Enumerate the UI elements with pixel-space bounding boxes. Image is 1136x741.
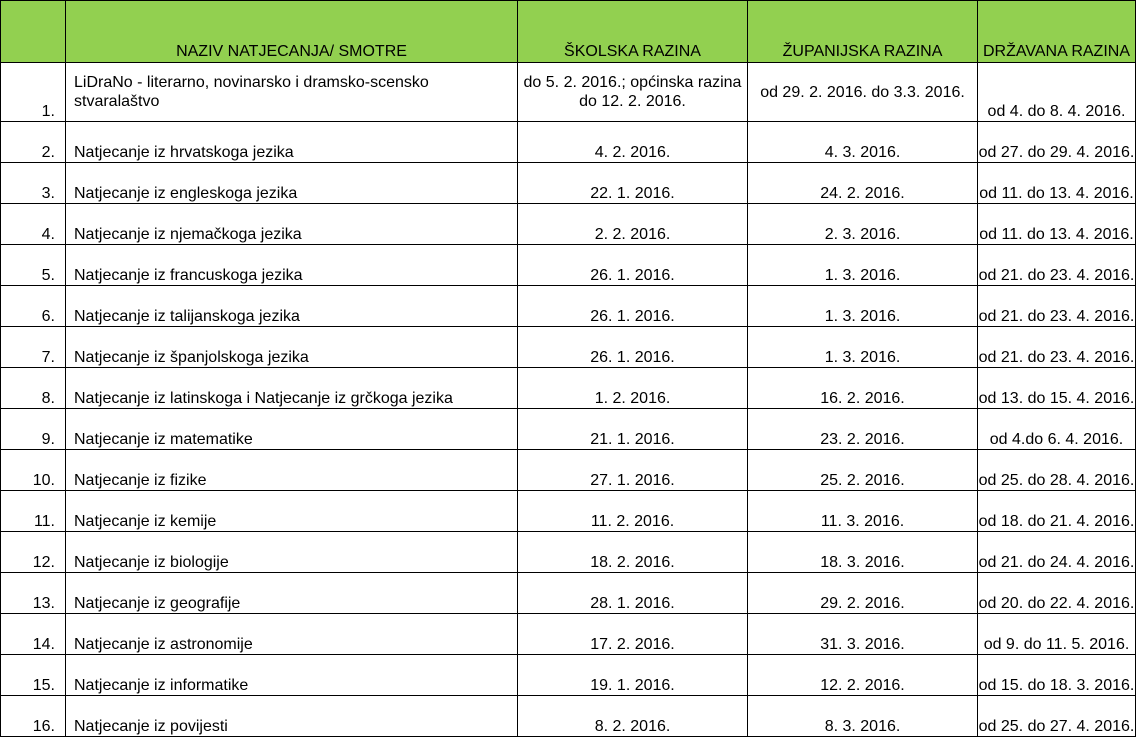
table-row bbox=[1, 614, 1136, 655]
state-level-date: od 25. do 28. 4. 2016. bbox=[978, 450, 1136, 491]
competition-name: Natjecanje iz kemije bbox=[66, 491, 518, 532]
table-row bbox=[1, 122, 1136, 163]
county-level-date: 23. 2. 2016. bbox=[748, 409, 978, 450]
school-level-date: 27. 1. 2016. bbox=[518, 450, 748, 491]
table-row bbox=[1, 450, 1136, 491]
table-row bbox=[1, 368, 1136, 409]
table-row bbox=[1, 696, 1136, 737]
school-level-date: 4. 2. 2016. bbox=[518, 122, 748, 163]
table-row bbox=[1, 163, 1136, 204]
school-level-date: 26. 1. 2016. bbox=[518, 245, 748, 286]
table-row bbox=[1, 63, 1136, 122]
state-level-date: od 27. do 29. 4. 2016. bbox=[978, 122, 1136, 163]
competition-name: LiDraNo - literarno, novinarsko i dramsko-scensko stvaralaštvo bbox=[66, 63, 518, 122]
row-number: 14. bbox=[1, 614, 66, 655]
row-number: 3. bbox=[1, 163, 66, 204]
header-row bbox=[1, 1, 1136, 63]
row-number: 6. bbox=[1, 286, 66, 327]
competition-name: Natjecanje iz matematike bbox=[66, 409, 518, 450]
county-level-date: 4. 3. 2016. bbox=[748, 122, 978, 163]
county-level-date: 12. 2. 2016. bbox=[748, 655, 978, 696]
school-level-date: 18. 2. 2016. bbox=[518, 532, 748, 573]
state-level-date: od 21. do 23. 4. 2016. bbox=[978, 327, 1136, 368]
table-row bbox=[1, 245, 1136, 286]
row-number: 8. bbox=[1, 368, 66, 409]
table-row bbox=[1, 491, 1136, 532]
row-number: 16. bbox=[1, 696, 66, 737]
competition-name: Natjecanje iz njemačkoga jezika bbox=[66, 204, 518, 245]
header-county-level: ŽUPANIJSKA RAZINA bbox=[748, 1, 978, 63]
row-number: 13. bbox=[1, 573, 66, 614]
table-row bbox=[1, 327, 1136, 368]
row-number: 12. bbox=[1, 532, 66, 573]
table-row bbox=[1, 204, 1136, 245]
table-row bbox=[1, 286, 1136, 327]
competition-name: Natjecanje iz povijesti bbox=[66, 696, 518, 737]
competition-name: Natjecanje iz talijanskoga jezika bbox=[66, 286, 518, 327]
competition-name: Natjecanje iz latinskoga i Natjecanje iz grčkoga jezika bbox=[66, 368, 518, 409]
school-level-date: do 5. 2. 2016.; općinska razina do 12. 2. 2016. bbox=[518, 63, 748, 122]
state-level-date: od 4.do 6. 4. 2016. bbox=[978, 409, 1136, 450]
county-level-date: 24. 2. 2016. bbox=[748, 163, 978, 204]
row-number: 1. bbox=[1, 63, 66, 122]
county-level-date: 11. 3. 2016. bbox=[748, 491, 978, 532]
school-level-date: 21. 1. 2016. bbox=[518, 409, 748, 450]
county-level-date: 1. 3. 2016. bbox=[748, 245, 978, 286]
county-level-date: 31. 3. 2016. bbox=[748, 614, 978, 655]
row-number: 7. bbox=[1, 327, 66, 368]
state-level-date: od 11. do 13. 4. 2016. bbox=[978, 163, 1136, 204]
row-number: 10. bbox=[1, 450, 66, 491]
competition-name: Natjecanje iz španjolskoga jezika bbox=[66, 327, 518, 368]
state-level-date: od 21. do 24. 4. 2016. bbox=[978, 532, 1136, 573]
state-level-date: od 9. do 11. 5. 2016. bbox=[978, 614, 1136, 655]
county-level-date: 25. 2. 2016. bbox=[748, 450, 978, 491]
row-number: 2. bbox=[1, 122, 66, 163]
state-level-date: od 20. do 22. 4. 2016. bbox=[978, 573, 1136, 614]
row-number: 5. bbox=[1, 245, 66, 286]
county-level-date: 18. 3. 2016. bbox=[748, 532, 978, 573]
county-level-date: 1. 3. 2016. bbox=[748, 286, 978, 327]
county-level-date: 1. 3. 2016. bbox=[748, 327, 978, 368]
school-level-date: 11. 2. 2016. bbox=[518, 491, 748, 532]
competition-name: Natjecanje iz geografije bbox=[66, 573, 518, 614]
school-level-date: 28. 1. 2016. bbox=[518, 573, 748, 614]
row-number: 15. bbox=[1, 655, 66, 696]
county-level-date: 16. 2. 2016. bbox=[748, 368, 978, 409]
state-level-date: od 15. do 18. 3. 2016. bbox=[978, 655, 1136, 696]
school-level-date: 1. 2. 2016. bbox=[518, 368, 748, 409]
table-row bbox=[1, 655, 1136, 696]
state-level-date: od 13. do 15. 4. 2016. bbox=[978, 368, 1136, 409]
school-level-date: 26. 1. 2016. bbox=[518, 286, 748, 327]
competition-name: Natjecanje iz informatike bbox=[66, 655, 518, 696]
state-level-date: od 11. do 13. 4. 2016. bbox=[978, 204, 1136, 245]
competition-name: Natjecanje iz fizike bbox=[66, 450, 518, 491]
state-level-date: od 18. do 21. 4. 2016. bbox=[978, 491, 1136, 532]
competition-name: Natjecanje iz engleskoga jezika bbox=[66, 163, 518, 204]
state-level-date: od 4. do 8. 4. 2016. bbox=[978, 63, 1136, 122]
school-level-date: 26. 1. 2016. bbox=[518, 327, 748, 368]
county-level-date: 8. 3. 2016. bbox=[748, 696, 978, 737]
competition-name: Natjecanje iz francuskoga jezika bbox=[66, 245, 518, 286]
county-level-date: od 29. 2. 2016. do 3.3. 2016. bbox=[748, 63, 978, 122]
school-level-date: 8. 2. 2016. bbox=[518, 696, 748, 737]
competition-name: Natjecanje iz astronomije bbox=[66, 614, 518, 655]
table-row bbox=[1, 409, 1136, 450]
county-level-date: 2. 3. 2016. bbox=[748, 204, 978, 245]
row-number: 4. bbox=[1, 204, 66, 245]
state-level-date: od 21. do 23. 4. 2016. bbox=[978, 245, 1136, 286]
state-level-date: od 25. do 27. 4. 2016. bbox=[978, 696, 1136, 737]
header-school-level: ŠKOLSKA RAZINA bbox=[518, 1, 748, 63]
state-level-date: od 21. do 23. 4. 2016. bbox=[978, 286, 1136, 327]
header-competition-name: NAZIV NATJECANJA/ SMOTRE bbox=[66, 1, 518, 63]
table-row bbox=[1, 532, 1136, 573]
header-number bbox=[1, 1, 66, 63]
school-level-date: 19. 1. 2016. bbox=[518, 655, 748, 696]
school-level-date: 17. 2. 2016. bbox=[518, 614, 748, 655]
school-level-date: 22. 1. 2016. bbox=[518, 163, 748, 204]
row-number: 11. bbox=[1, 491, 66, 532]
competition-name: Natjecanje iz hrvatskoga jezika bbox=[66, 122, 518, 163]
competition-name: Natjecanje iz biologije bbox=[66, 532, 518, 573]
table-row bbox=[1, 573, 1136, 614]
row-number: 9. bbox=[1, 409, 66, 450]
header-state-level: DRŽAVANA RAZINA bbox=[978, 1, 1136, 63]
county-level-date: 29. 2. 2016. bbox=[748, 573, 978, 614]
school-level-date: 2. 2. 2016. bbox=[518, 204, 748, 245]
